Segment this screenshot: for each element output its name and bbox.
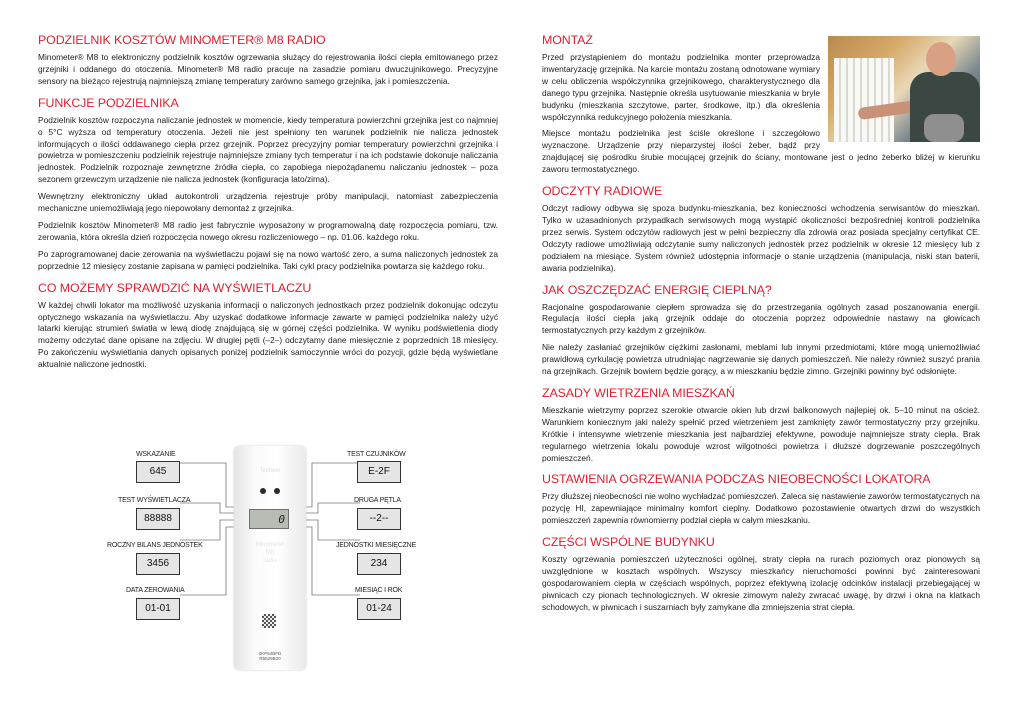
section-co-mozemy-sprawdzic — [38, 281, 498, 371]
led-right-icon — [274, 488, 280, 494]
section-czesci-wspolne — [542, 535, 980, 614]
label-test-czujnikow: TEST CZUJNIKÓW — [347, 451, 406, 458]
section-funkcje-podzielnika — [38, 96, 498, 273]
display-diagram — [100, 445, 440, 685]
value-test-czujnikow: E-2F — [357, 461, 401, 483]
section-odczyty-radiowe — [542, 184, 980, 274]
section-heading: ODCZYTY RADIOWE — [542, 184, 663, 199]
model-line: Minometer — [255, 542, 285, 548]
section-heading: USTAWIENIA OGRZEWANIA PODCZAS NIEOBECNOŚCI LOKATORA — [542, 472, 931, 487]
section-ustawienia-nieobecnosc — [542, 472, 980, 527]
section-montaz — [542, 33, 980, 176]
label-test-wyswietlacza: TEST WYŚWIETLACZA — [118, 497, 191, 504]
qr-code-icon — [262, 614, 276, 628]
label-jednostki-miesieczne: JEDNOSTKI MIESIĘCZNE — [336, 542, 417, 549]
paragraph: Podzielnik kosztów rozpoczyna naliczanie jednostek w momencie, kiedy temperatura powierzchni grzejnika jest co najmniej o 5°C wyższa od temperatury otoczenia. Jeżeli nie jest spełniony ten warunek podzielnik nie nalicza jednostek informujących o ilości oddawanego ciepła przez grzejnik. Poprzez precyzyjny pomiar temperatury powierzchni grzejnika i powietrza w pomieszczeniu podzielnik rejestruje najmniejsze zmiany tych temperatur i na ich podstawie dokonuje naliczania jednostek. Podzielnik rozpoznaje zewnętrzne źródła ciepła, co zapobiega niepożądanemu naliczaniu jednostek – poza sezonem grzewczym urządzenie nie nalicza jednostek (konfiguracja lato/zima). — [38, 114, 498, 185]
section-heading: CZĘŚCI WSPÓLNE BUDYNKU — [542, 535, 715, 550]
section-heading: FUNKCJE PODZIELNIKA — [38, 95, 179, 110]
section-heading: JAK OSZCZĘDZAĆ ENERGIĘ CIEPLNĄ? — [542, 282, 772, 297]
serial-line: 0KP64BFD — [258, 651, 282, 656]
paragraph: Odczyt radiowy odbywa się spoza budynku-mieszkania, bez konieczności wchodzenia serwisantów do mieszkań. Tylko w uzasadnionych przypadkach serwisowych mogą wystąpić okoliczności bezpośredniej kontroli podzielnika przez serwis. System odczytów radiowych jest w pełni bezpieczny dla zdrowia oraz posiada specjalny certyfikat CE. Odczyty radiowe umożliwiają odczytanie sumy naliczonych jednostek przez podzielnik w okresie 12 miesięcy lub z podziałem na miesiące. System również udostępnia informacje o stanie urządzenia (manipulacja, niski stan baterii, awaria podzielnika). — [542, 203, 980, 273]
value-druga-petla: --2-- — [357, 508, 401, 530]
value-miesiac-i-rok: 01-24 — [357, 598, 401, 620]
device-serial — [248, 651, 292, 661]
section-heading: CO MOŻEMY SPRAWDZIĆ NA WYŚWIETLACZU — [38, 280, 312, 295]
paragraph: Minometer® M8 to elektroniczny podzielnik kosztów ogrzewania służący do rejestrowania ilości ciepła emitowanego przez grzejniki i oddanego do otoczenia. Minometer® M8 radio pracuje na zasadzie pomiaru dwuczujnikowego. Precyzyjne sensory na bieżąco rejestrują najmniejszą zmianę temperatury zarówno samego grzejnika, jak i pomieszczenia. — [38, 52, 498, 86]
value-wskazanie: 645 — [136, 461, 180, 483]
value-test-wyswietlacza: 88888 — [136, 508, 180, 530]
led-left-icon — [260, 488, 266, 494]
value-jednostki-miesieczne: 234 — [357, 553, 401, 575]
head-shape — [926, 42, 956, 76]
label-data-zerowania: DATA ZEROWANIA — [126, 587, 185, 594]
paragraph: Mieszkanie wietrzymy poprzez szerokie otwarcie okien lub drzwi balkonowych najlepiej ok. 5–10 minut na oścież. Warunkiem koniecznym jaki należy spełnić przed wietrzeniem jest zamknięty zawór termostatyczny przy grzejniku. Krótkie i intensywne wietrzenie mieszkania jest najbardziej efektywne, powoduje najmniejsze straty ciepła. Brak regularnego wietrzenia lokalu powoduje wzrost wilgotności powietrza i dłuższe dogrzewanie poszczególnych pomieszczeń. — [542, 404, 980, 463]
model-line: M8 — [265, 550, 275, 556]
device-lcd: 0 — [249, 509, 289, 529]
device-brand: Techem — [259, 468, 281, 474]
label-wskazanie: WSKAZANIE — [136, 451, 176, 458]
paragraph: Po zaprogramowanej dacie zerowania na wyświetlaczu pojawi się na nowo wartość zero, a suma naliczonych jednostek za poprzednie 12 miesięcy zostanie zapisana w pamięci podzielnika. Taki cykl pracy podzielnika powtarza się każdego roku. — [38, 248, 498, 271]
section-heading: ZASADY WIETRZENIA MIESZKAŃ — [542, 385, 735, 400]
section-heading: MONTAŻ — [542, 33, 593, 47]
paragraph: Koszty ogrzewania pomieszczeń użyteczności ogólnej, straty ciepła na rurach poziomych oraz pionowych są uwzględnione w kosztach wspólnych. Wszyscy mieszkańcy nieruchomości powinni być zainteresowani gospodarowaniem ciepła w częściach wspólnych, poprzez efektywną izolację odcinków instalacji przebiegającej w piwnicach czy pionach technologicznych. W okresie zimowym należy zwracać uwagę, by drzwi i okna na klatkach schodowych, w piwnicach i suszarniach były zamykane dla zmniejszenia strat ciepła. — [542, 554, 980, 612]
radiator-shape — [834, 58, 894, 142]
paragraph: W każdej chwili lokator ma możliwość uzyskania informacji o naliczonych jednostkach przez podzielnik dokonując odczytu optycznego wskazania na wyświetlaczu. Aby uzyskać dodatkowe informacje zawarte w pamięci podzielnika należy użyć latarki kierując strumień światła w lewą diodę znajdującą się w górnej części podzielnika. W wyniku podświetlenia diody możemy odczytać dane opisane na zdjęciu. W drugiej pętli (–2–) odczytamy dane miesięcznie z poprzednich 18 miesięcy. Po zakończeniu wyświetlania danych opisanych poniżej podzielnik samoczynnie wróci do pozycji, gdzie będą wyświetlane aktualnie naliczone jednostki. — [38, 299, 498, 370]
installer-photo — [828, 36, 980, 142]
left-column — [38, 33, 498, 379]
label-roczny-bilans: ROCZNY BILANS JEDNOSTEK — [107, 542, 203, 549]
label-druga-petla: DRUGA PĘTLA — [354, 497, 401, 504]
section-podzielnik-kosztow — [38, 33, 498, 88]
section-jak-oszczedzac — [542, 283, 980, 378]
minometer-device-image — [234, 446, 306, 670]
value-roczny-bilans: 3456 — [136, 553, 180, 575]
paragraph: Przy dłuższej nieobecności nie wolno wychładzać pomieszczeń. Zaleca się nastawienie zaworów termostatycznych na pozycję HI, zapewniające minimalny komfort cieplny. Dodatkowo pozostawienie otwartych drzwi do wszystkich pomieszczeń zapewnia równomierny podział ciepła w całym mieszkaniu. — [542, 491, 980, 526]
right-column — [542, 33, 980, 622]
value-data-zerowania: 01-01 — [136, 598, 180, 620]
paragraph: Wewnętrzny elektroniczny układ autokontroli urządzenia rejestruje próby manipulacji, natomiast zabezpieczenia mechaniczne uniemożliwiają jego niepowołany demontaż z grzejnika. — [38, 191, 498, 214]
paragraph: Przed przystąpieniem do montażu podzielnika monter przeprowadza inwentaryzację grzejnika. Na karcie montażu zostaną odnotowane wymiary w celu obliczenia współczynnika grzejnikowego, charakterystycznego dla danego typu grzejnika. Następnie określa usytuowanie mieszkania w bryle budynku (mieszkania szczytowe, parter, środkowe, itp.) dla określenia współczynnika redukcyjnego położenia mieszkania. — [542, 52, 820, 122]
label-miesiac-i-rok: MIESIĄC I ROK — [355, 587, 403, 594]
paragraph: Podzielnik kosztów Minometer® M8 radio jest fabrycznie wyposażony w programowalną datę rozpoczęcia pomiaru, tzw. zerowania, która określa dzień rozpoczęcia nowego okresu rozliczeniowego – np. 01.06. każdego roku. — [38, 219, 498, 242]
section-heading: PODZIELNIK KOSZTÓW MINOMETER® M8 RADIO — [38, 33, 326, 47]
section-zasady-wietrzenia — [542, 386, 980, 465]
paragraph: Racjonalne gospodarowanie ciepłem sprowadza się do przestrzegania ogólnych zasad poszanowania energii. Regulacja ilości ciepła jaką grzejnik oddaje do otoczenia poprzez odpowiednie nastawy na głowicach termostatycznych przy każdym z grzejników. — [542, 301, 980, 336]
paragraph: Nie należy zasłaniać grzejników ciężkimi zasłonami, meblami lub innymi przedmiotami, które mogą uniemożliwiać prawidłową cyrkulację powietrza utrudniając nagrzewanie się danych pomieszczeń. Nie należy również suszyć prania na grzejnikach. Grzejnik bowiem będzie gorący, a w mieszkaniu będzie zimno. Grzejniki powinny być odsłonięte. — [542, 342, 980, 377]
device-model — [242, 541, 298, 565]
serial-line: R6529B20 — [259, 656, 281, 661]
paragraph: Miejsce montażu podzielnika jest ściśle określone i szczegółowo wyznaczone. Urządzenie przy nieparzystej ilości żeber, bądź przy znajdującej się pośrodku śrubie mocującej grzejnik do ściany, montowane jest o jedno żeberko bliżej w kierunku zaworu termostatycznego. — [542, 128, 980, 175]
model-line: radio — [263, 558, 277, 564]
shirt-shape — [924, 114, 964, 142]
